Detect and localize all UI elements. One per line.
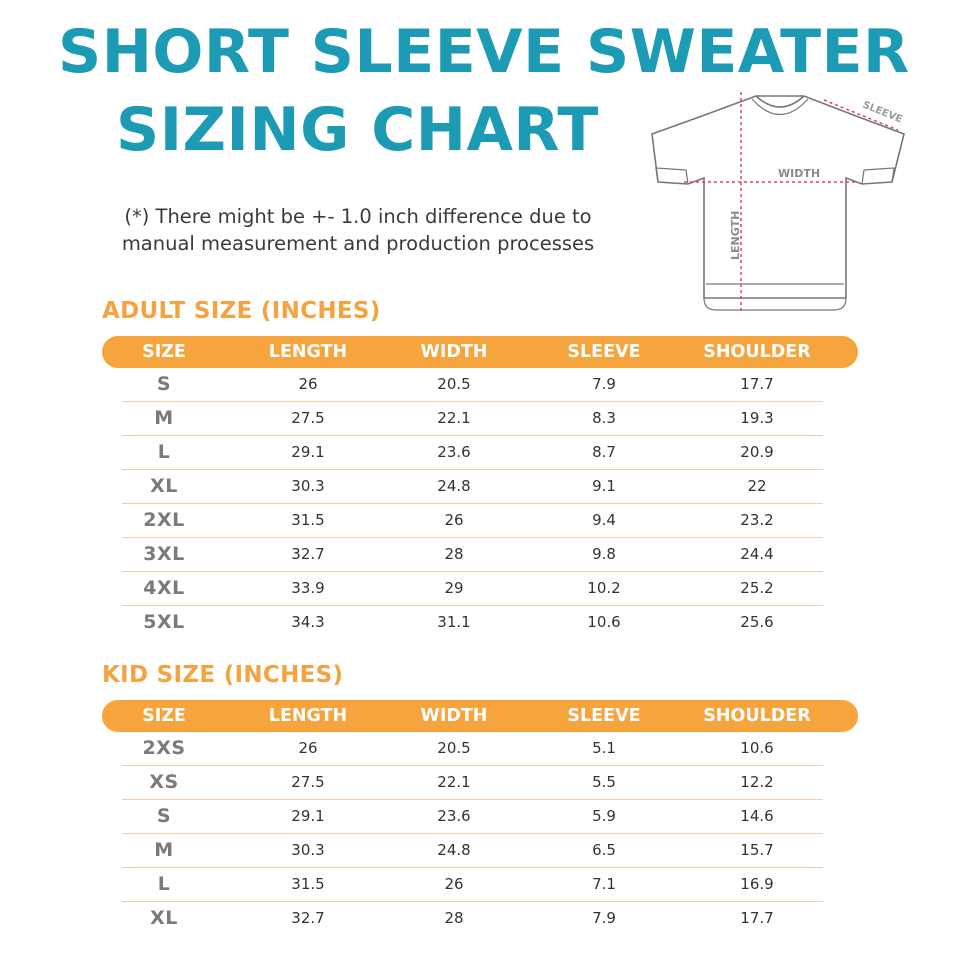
- width-cell: 20.5: [437, 739, 471, 757]
- note-line1: (*) There might be +- 1.0 inch difference due to: [124, 205, 592, 228]
- kid-table-body: [102, 732, 858, 936]
- table-row: [122, 436, 823, 470]
- sleeve-cell: 8.7: [592, 443, 616, 461]
- width-cell: 24.8: [437, 841, 471, 859]
- width-cell: 22.1: [437, 773, 471, 791]
- length-cell: 29.1: [291, 807, 325, 825]
- sleeve-cell: 5.9: [592, 807, 616, 825]
- sleeve-cell: 9.1: [592, 477, 616, 495]
- size-cell: 3XL: [143, 543, 185, 565]
- sweater-diagram: [644, 88, 912, 320]
- size-cell: L: [157, 441, 171, 463]
- length-cell: 27.5: [291, 409, 325, 427]
- shoulder-cell: 24.4: [740, 545, 774, 563]
- kid-size-table: [102, 700, 858, 936]
- shoulder-cell: 17.7: [740, 375, 774, 393]
- sleeve-cell: 7.9: [592, 909, 616, 927]
- header-size: SIZE: [142, 342, 186, 362]
- width-cell: 23.6: [437, 443, 471, 461]
- sweater-outline: [652, 96, 904, 298]
- header-shoulder: SHOULDER: [703, 342, 811, 362]
- width-cell: 23.6: [437, 807, 471, 825]
- header-length: LENGTH: [268, 706, 348, 726]
- sleeve-cell: 7.1: [592, 875, 616, 893]
- size-cell: XS: [149, 771, 179, 793]
- size-cell: 2XS: [142, 737, 186, 759]
- size-cell: S: [156, 805, 172, 827]
- table-row: [122, 868, 823, 902]
- table-row: [122, 572, 823, 606]
- table-row: [122, 538, 823, 572]
- shoulder-cell: 12.2: [740, 773, 774, 791]
- sleeve-cell: 9.8: [592, 545, 616, 563]
- size-cell: L: [157, 873, 171, 895]
- page-title-line1: SHORT SLEEVE SWEATER: [58, 17, 910, 87]
- kid-size-heading: KID SIZE (INCHES): [102, 662, 344, 688]
- table-row: [122, 732, 823, 766]
- sleeve-cell: 10.2: [587, 579, 621, 597]
- sleeve-cell: 9.4: [592, 511, 616, 529]
- sleeve-label: SLEEVE: [860, 99, 904, 126]
- width-cell: 29: [444, 579, 464, 597]
- kid-table-header: [102, 700, 858, 732]
- shoulder-cell: 10.6: [740, 739, 774, 757]
- shoulder-cell: 23.2: [740, 511, 774, 529]
- length-cell: 32.7: [291, 545, 325, 563]
- table-row: [122, 800, 823, 834]
- width-label: WIDTH: [778, 167, 821, 180]
- header-sleeve: SLEEVE: [567, 342, 641, 362]
- size-cell: 2XL: [143, 509, 185, 531]
- table-row: [122, 766, 823, 800]
- width-cell: 26: [444, 875, 464, 893]
- length-cell: 32.7: [291, 909, 325, 927]
- shoulder-cell: 15.7: [740, 841, 774, 859]
- shoulder-cell: 17.7: [740, 909, 774, 927]
- adult-table-header: [102, 336, 858, 368]
- length-cell: 26: [298, 375, 318, 393]
- sleeve-cell: 8.3: [592, 409, 616, 427]
- width-cell: 31.1: [437, 613, 471, 631]
- length-cell: 26: [298, 739, 318, 757]
- size-cell: 5XL: [143, 611, 185, 633]
- shoulder-cell: 19.3: [740, 409, 774, 427]
- size-cell: S: [156, 373, 172, 395]
- adult-table-body: [102, 368, 858, 640]
- sleeve-cell: 7.9: [592, 375, 616, 393]
- size-cell: XL: [150, 475, 178, 497]
- header-shoulder: SHOULDER: [703, 706, 811, 726]
- sleeve-cell: 5.5: [592, 773, 616, 791]
- width-cell: 28: [444, 909, 464, 927]
- table-row: [122, 834, 823, 868]
- length-label: LENGTH: [729, 210, 742, 260]
- length-cell: 29.1: [291, 443, 325, 461]
- table-row: [122, 606, 823, 640]
- length-cell: 31.5: [291, 511, 325, 529]
- width-cell: 22.1: [437, 409, 471, 427]
- shoulder-cell: 20.9: [740, 443, 774, 461]
- header-width: WIDTH: [420, 342, 488, 362]
- length-cell: 31.5: [291, 875, 325, 893]
- note-line2: manual measurement and production processes: [121, 232, 595, 255]
- measurement-note: [70, 203, 646, 257]
- length-cell: 33.9: [291, 579, 325, 597]
- shoulder-cell: 25.2: [740, 579, 774, 597]
- width-cell: 20.5: [437, 375, 471, 393]
- sleeve-cell: 6.5: [592, 841, 616, 859]
- shoulder-cell: 16.9: [740, 875, 774, 893]
- shoulder-cell: 22: [747, 477, 767, 495]
- sleeve-cell: 5.1: [592, 739, 616, 757]
- table-row: [122, 504, 823, 538]
- sleeve-cell: 10.6: [587, 613, 621, 631]
- table-row: [122, 902, 823, 936]
- length-cell: 27.5: [291, 773, 325, 791]
- shoulder-cell: 14.6: [740, 807, 774, 825]
- size-cell: 4XL: [143, 577, 185, 599]
- header-size: SIZE: [142, 706, 186, 726]
- width-cell: 24.8: [437, 477, 471, 495]
- header-length: LENGTH: [268, 342, 348, 362]
- width-cell: 28: [444, 545, 464, 563]
- adult-size-heading: ADULT SIZE (INCHES): [102, 298, 381, 324]
- table-row: [122, 368, 823, 402]
- size-cell: XL: [150, 907, 178, 929]
- length-cell: 30.3: [291, 841, 325, 859]
- header-sleeve: SLEEVE: [567, 706, 641, 726]
- size-cell: M: [154, 839, 174, 861]
- shoulder-cell: 25.6: [740, 613, 774, 631]
- header-width: WIDTH: [420, 706, 488, 726]
- page-title-line2: SIZING CHART: [116, 95, 599, 165]
- table-row: [122, 402, 823, 436]
- adult-size-table: [102, 336, 858, 640]
- length-cell: 34.3: [291, 613, 325, 631]
- size-cell: M: [154, 407, 174, 429]
- width-cell: 26: [444, 511, 464, 529]
- table-row: [122, 470, 823, 504]
- length-cell: 30.3: [291, 477, 325, 495]
